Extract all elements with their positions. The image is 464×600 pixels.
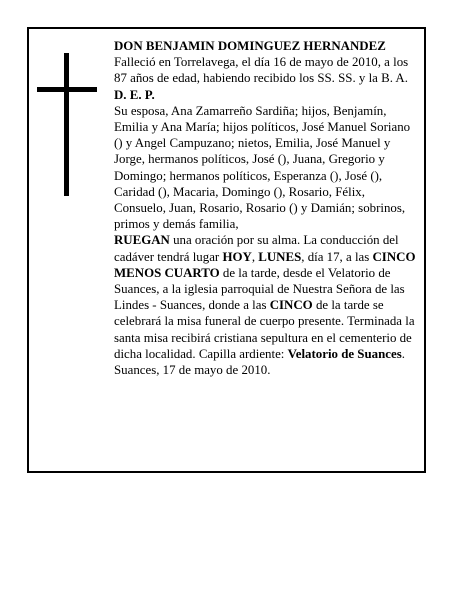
closing-line: Suances, 17 de mayo de 2010. (114, 363, 271, 378)
cinco-time: CINCO (269, 298, 313, 313)
deceased-name: DON BENJAMIN DOMINGUEZ HERNANDEZ (114, 39, 386, 53)
death-details: Falleció en Torrelavega, el día 16 de mayo de 2010, a los 87 años de edad, habiendo recibido los SS. SS. y la B. A. (114, 55, 409, 86)
funeral-text-4: de la tarde se celebrará la misa funeral de cuerpo presente. Terminada la santa misa recibirá cristiana sepultura en el cementerio de dicha localidad. Capilla ardiente: (114, 298, 415, 361)
funeral-text-2: , día 17, a las (301, 249, 373, 264)
final-period: . (401, 346, 405, 361)
funeral-text-3: de la tarde, desde el Velatorio de Suances, a la iglesia parroquial de Nuestra Señora de las Lindes - Suances, donde a las (114, 265, 405, 313)
funeral-text-1: una oración por su alma. La conducción del cadáver tendrá lugar (114, 233, 399, 264)
cross-vertical-bar (64, 53, 69, 196)
chapel-location: Velatorio de Suances (287, 346, 402, 361)
cross-icon (37, 53, 97, 196)
funeral-details (114, 232, 418, 362)
family-list: Su esposa, Ana Zamarreño Sardiña; hijos, Benjamín, Emilia y Ana María; hijos políticos, José Manuel Soriano () y Angel Campuzano; nietos, Emilia, José Manuel y Jorge, hermanos políticos, José (), Juana, Gregorio y Domingo; hermanos políticos, Esperanza (), José (), Caridad (), Macaria, Domingo (), Rosario, Félix, Consuelo, Juan, Rosario, Rosario () y Damián; sobrinos, primos y demás familia, (114, 103, 411, 232)
cinco-menos-cuarto-time: CINCO MENOS CUARTO (114, 249, 416, 280)
lunes-word: LUNES (258, 249, 302, 264)
comma-separator: , (251, 249, 259, 264)
obituary-text (114, 38, 418, 378)
cross-horizontal-bar (37, 87, 97, 92)
hoy-word: HOY (222, 249, 252, 264)
dep-line: D. E. P. (114, 87, 155, 102)
ruegan-word: RUEGAN (114, 233, 170, 248)
